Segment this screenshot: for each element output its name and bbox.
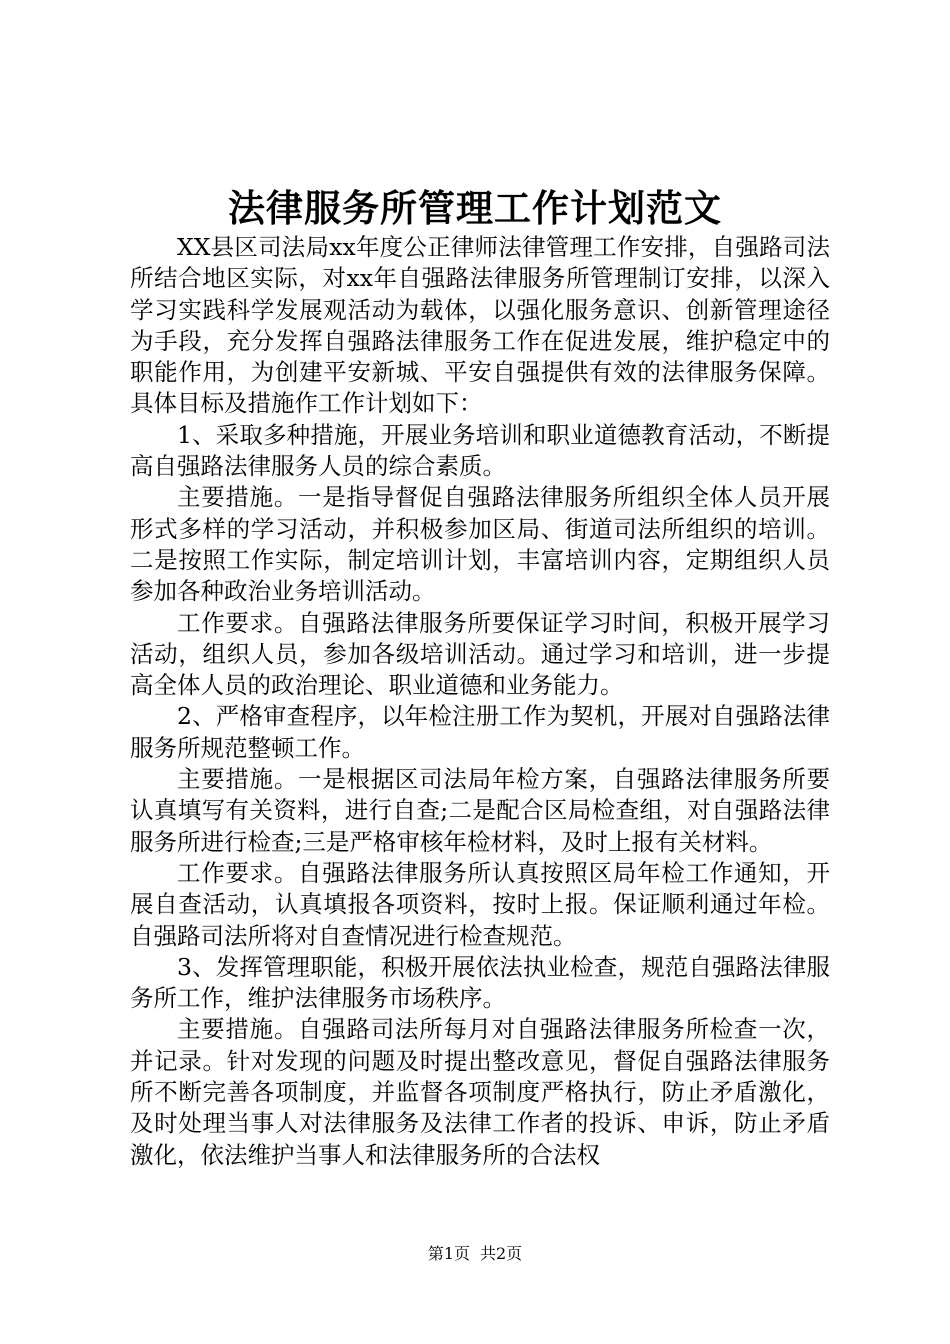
paragraph-requirements-1: 工作要求。自强路法律服务所要保证学习时间，积极开展学习活动，组织人员，参加各级培训活动。通过学习和培训，进一步提高全体人员的政治理论、职业道德和业务能力。	[130, 608, 830, 700]
document-title: 法律服务所管理工作计划范文	[228, 186, 722, 230]
paragraph-measures-2: 主要措施。一是根据区司法局年检方案，自强路法律服务所要认真填写有关资料，进行自查;二是配合区局检查组，对自强路法律服务所进行检查;三是严格审核年检材料，及时上报有关材料。	[130, 765, 830, 856]
paragraph-requirements-2: 工作要求。自强路法律服务所认真按照区局年检工作通知，开展自查活动，认真填报各项资料，按时上报。保证顺利通过年检。自强路司法所将对自查情况进行检查规范。	[130, 858, 830, 950]
paragraph-item-3: 3、发挥管理职能，积极开展依法执业检查，规范自强路法律服务所工作，维护法律服务市场秩序。	[130, 952, 830, 1013]
paragraph-item-1: 1、采取多种措施，开展业务培训和职业道德教育活动，不断提高自强路法律服务人员的综合素质。	[130, 420, 830, 481]
paragraph-measures-3: 主要措施。自强路司法所每月对自强路法律服务所检查一次，并记录。针对发现的问题及时提出整改意见，督促自强路法律服务所不断完善各项制度，并监督各项制度严格执行，防止矛盾激化，及时处理当事人对法律服务及法律工作者的投诉、申诉，防止矛盾激化，依法维护当事人和法律服务所的合法权	[130, 1015, 830, 1169]
page-total: 共2页	[480, 1244, 523, 1263]
document-body	[130, 232, 830, 1171]
paragraph-item-2: 2、严格审查程序，以年检注册工作为契机，开展对自强路法律服务所规范整顿工作。	[130, 702, 830, 762]
page-footer	[0, 1243, 950, 1265]
paragraph-measures-1: 主要措施。一是指导督促自强路法律服务所组织全体人员开展形式多样的学习活动，并积极参加区局、街道司法所组织的培训。二是按照工作实际，制定培训计划，丰富培训内容，定期组织人员参加各种政治业务培训活动。	[130, 483, 830, 606]
page-number: 第1页	[427, 1244, 470, 1263]
paragraph-intro: XX县区司法局xx年度公正律师法律管理工作安排，自强路司法所结合地区实际，对xx年自强路法律服务所管理制订安排，以深入学习实践科学发展观活动为载体，以强化服务意识、创新管理途径为手段，充分发挥自强路法律服务工作在促进发展，维护稳定中的职能作用，为创建平安新城、平安自强提供有效的法律服务保障。具体目标及措施作工作计划如下：	[130, 233, 830, 418]
